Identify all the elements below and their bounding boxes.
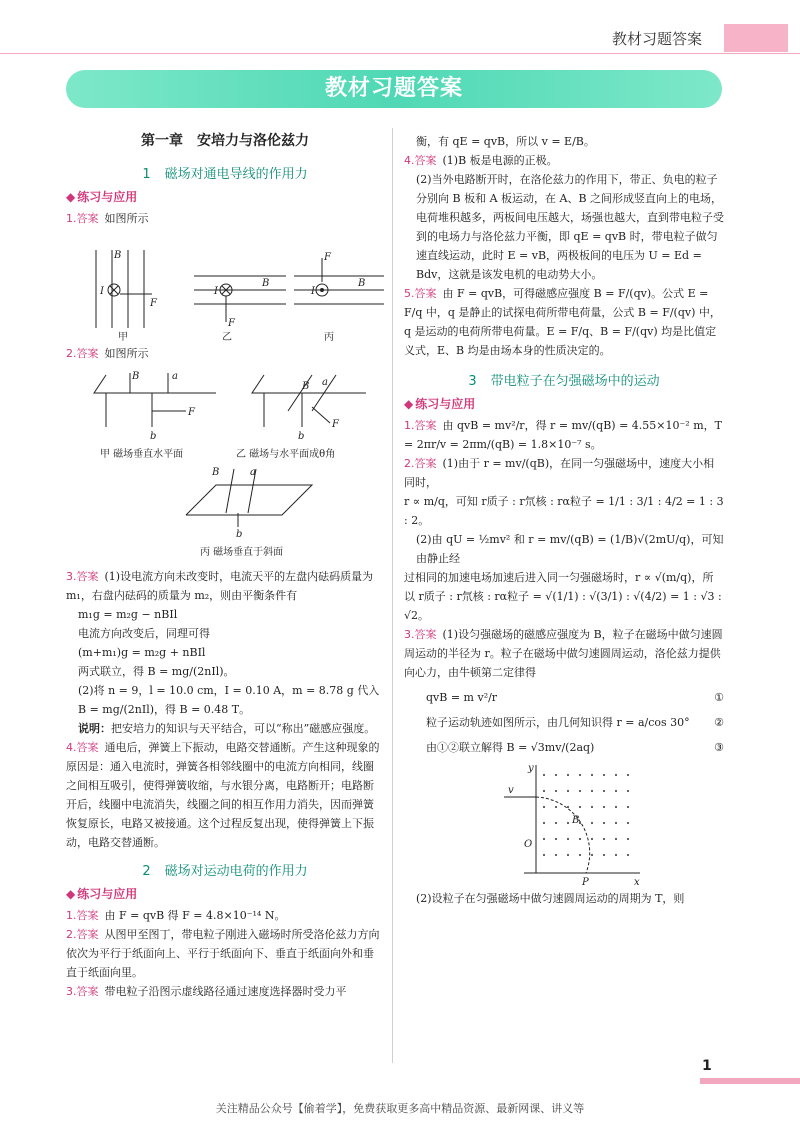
- answer-label: 2.答案: [66, 347, 99, 360]
- answer-label: 4.答案: [404, 154, 437, 167]
- equation: m₁g = m₂g − nBIl: [78, 608, 178, 621]
- practice-heading: [66, 885, 384, 904]
- svg-text:I: I: [214, 286, 218, 297]
- answer-text: 通电后，弹簧上下振动，电路交替通断。产生这种现象的原因是：通入电流时，弹簧各相邻线圈中的电流方向相同，线圈之间相互吸引，使得弹簧收缩，与水银分离，电路断开；电路断开后，线圈中电流消失，线圈之间的相互作用力消失，因而弹簧恢复原长，电路又被接通。这个过程反复出现，使得弹簧上下振动，电路交替通断。: [66, 741, 380, 849]
- svg-text:b: b: [236, 529, 243, 540]
- practice-label: 练习与应用: [415, 397, 476, 411]
- answer-label: 3.答案: [66, 570, 99, 583]
- equation-3: [404, 738, 724, 757]
- practice-label: 练习与应用: [77, 190, 138, 204]
- answer-2-2: [66, 925, 384, 982]
- answer-text: 两式联立，得 B = mg/(2nIl)。: [78, 665, 235, 678]
- answer-label: 5.答案: [404, 287, 437, 300]
- answer-2: [66, 344, 384, 363]
- answer-text: 从图甲至图丁，带电粒子刚进入磁场时所受洛伦兹力方向依次为平行于纸面向上、平行于纸面向下、垂直于纸面向外和垂直于纸面向里。: [66, 928, 380, 979]
- banner-title: 教材习题答案: [66, 70, 722, 108]
- answer-text: 由 qvB = mv²/r，得 r = mv/(qB) = 4.55×10⁻² m，T = 2πr/v = 2πm/(qB) = 1.8×10⁻⁷ s。: [404, 419, 722, 451]
- page-number: 1: [702, 1058, 712, 1074]
- svg-text:F: F: [150, 298, 157, 309]
- note-label: 说明：: [78, 722, 111, 735]
- answer-text: 如图所示: [104, 347, 149, 360]
- equation-2: [404, 713, 724, 732]
- answer-label: 1.答案: [66, 909, 99, 922]
- left-column: [66, 128, 384, 1001]
- answer-label: 1.答案: [404, 419, 437, 432]
- answer-text: (2)由 qU = ½mv² 和 r = mv/(qB) = (1/B)√(2mU/q)，可知由静止经: [416, 533, 724, 565]
- page-number-bar: [700, 1078, 800, 1084]
- figure-label-bing: 丙: [324, 332, 334, 342]
- svg-text:B: B: [302, 381, 310, 392]
- chapter-title: 第一章 安培力与洛伦兹力: [141, 133, 309, 149]
- note: [66, 719, 384, 738]
- svg-text:b: b: [150, 431, 157, 442]
- svg-text:v: v: [508, 785, 514, 796]
- answer-label: 3.答案: [66, 985, 99, 998]
- answer-r5: [404, 284, 724, 360]
- svg-text:F: F: [332, 419, 339, 430]
- svg-text:B: B: [114, 250, 122, 261]
- answer-3-1: [404, 416, 724, 454]
- section-title-2: [66, 862, 384, 881]
- figure-label-yi: 乙: [222, 332, 232, 342]
- section-title-3: [404, 372, 724, 391]
- equation-text: 由①②联立解得 B = √3mv/(2aq): [426, 741, 595, 754]
- svg-text:B: B: [262, 278, 270, 289]
- figure-magnetic-force-1: [66, 230, 384, 342]
- right-column: [404, 132, 724, 908]
- practice-heading: [66, 188, 384, 207]
- svg-text:F: F: [228, 318, 235, 329]
- answer-1: [66, 209, 384, 228]
- answer-text: 衡，有 qE = qvB，所以 v = E/B。: [416, 135, 595, 148]
- svg-text:a: a: [322, 377, 328, 388]
- answer-3: [66, 567, 384, 605]
- section-number: 3: [468, 374, 477, 389]
- section-name: 带电粒子在匀强磁场中的运动: [490, 374, 660, 389]
- svg-text:x: x: [634, 877, 640, 887]
- section-name: 磁场对通电导线的作用力: [164, 167, 308, 182]
- section-number: 2: [142, 864, 151, 879]
- answer-text: 过相同的加速电场加速后进入同一匀强磁场时，r ∝ √(m/q)，所: [404, 571, 714, 584]
- answer-text: 以 r质子 : r氘核 : rα粒子 = √(1/1) : √(3/1) : √(4/2) = 1 : √3 : √2。: [404, 590, 722, 622]
- answer-label: 2.答案: [404, 457, 437, 470]
- svg-text:B: B: [358, 278, 366, 289]
- equation-number: ①: [714, 691, 724, 704]
- answer-text: (2)设粒子在匀强磁场中做匀速圆周运动的周期为 T，则: [416, 892, 685, 905]
- answer-text: 电流方向改变后，同理可得: [78, 627, 210, 640]
- answer-text: (1)设匀强磁场的磁感应强度为 B，粒子在磁场中做匀速圆周运动的半径为 r。粒子在磁场中做匀速圆周运动，洛伦兹力提供向心力，由牛顿第二定律得: [404, 628, 723, 679]
- diamond-icon: ◆: [66, 190, 76, 204]
- section-name: 磁场对运动电荷的作用力: [164, 864, 308, 879]
- practice-heading: [404, 395, 724, 414]
- figure-particle-trajectory: [484, 763, 800, 887]
- answer-4: [66, 738, 384, 852]
- answer-label: 3.答案: [404, 628, 437, 641]
- svg-text:B: B: [572, 815, 580, 826]
- figure-label-jia: 甲: [118, 332, 128, 342]
- answer-2-1: [66, 906, 384, 925]
- answer-label: 4.答案: [66, 741, 99, 754]
- svg-text:a: a: [250, 467, 256, 478]
- magnetic-field-dots: [543, 774, 629, 856]
- section-number: 1: [142, 167, 151, 182]
- figure-caption-1: 甲 磁场垂直水平面: [100, 449, 184, 460]
- answer-text: (1)B 板是电源的正极。: [442, 154, 558, 167]
- svg-text:b: b: [298, 431, 305, 442]
- figure-caption-3: 丙 磁场垂直于斜面: [200, 547, 284, 558]
- note-text: 把安培力的知识与天平结合，可以“称出”磁感应强度。: [111, 722, 376, 735]
- svg-text:y: y: [528, 763, 534, 774]
- answer-label: 1.答案: [66, 212, 99, 225]
- svg-text:O: O: [524, 839, 533, 850]
- header-title: 教材习题答案: [612, 30, 703, 48]
- answer-text: (2)将 n = 9，l = 10.0 cm，I = 0.10 A，m = 8.78 g 代入 B = mg/(2nIl)，得 B = 0.48 T。: [78, 684, 380, 716]
- practice-label: 练习与应用: [77, 887, 138, 901]
- figure-caption-2: 乙 磁场与水平面成θ角: [236, 449, 336, 460]
- answer-text: (2)当外电路断开时，在洛伦兹力的作用下，带正、负电的粒子分别向 B 板和 A 板运动，在 A、B 之间形成竖直向上的电场，电荷堆积越多，两板间电压越大，场强也越大，直到带电粒子受到的电场力与洛伦兹力平衡，即 qE = qvB 时，带电粒子做匀速直线运动，此时 E = vB，两极板间的电压为 U = Ed = Bdv，这就是该发电机的电动势大小。: [416, 173, 724, 281]
- svg-text:I: I: [100, 286, 104, 297]
- answer-2-3: [66, 982, 384, 1001]
- column-divider: [392, 128, 393, 1063]
- equation-number: ③: [714, 741, 724, 754]
- answer-r4: [404, 151, 724, 170]
- svg-text:F: F: [188, 407, 195, 418]
- answer-text: 由 F = qvB，可得磁感应强度 B = F/(qv)。公式 E = F/q 中，q 是静止的试探电荷所带电荷量，公式 B = F/(qv) 中，q 是运动的电荷所带电荷量。E = F/q、B = F/(qv) 均是比值定义式，E、B 均是由场本身的性质决定的。: [404, 287, 721, 357]
- equation-text: qvB = m v²/r: [426, 691, 498, 704]
- svg-text:P: P: [582, 877, 589, 887]
- header-accent: [724, 24, 788, 52]
- svg-text:B: B: [132, 371, 140, 382]
- section-title-1: [66, 165, 384, 184]
- svg-text:I: I: [311, 286, 315, 297]
- answer-text: (1)设电流方向未改变时，电流天平的左盘内砝码质量为 m₁，右盘内砝码的质量为 m₂，则由平衡条件有: [66, 570, 374, 602]
- answer-3-2: [404, 454, 724, 492]
- answer-text: r ∝ m/q，可知 r质子 : r氘核 : rα粒子 = 1/1 : 3/1 : 4/2 = 1 : 3 : 2。: [404, 495, 724, 527]
- answer-text: (1)由于 r = mv/(qB)，在同一匀强磁场中，速度大小相同时，: [404, 457, 715, 489]
- footer-notice: 关注精品公众号【偷着学】，免费获取更多高中精品资源、最新网课、讲义等: [215, 1102, 585, 1115]
- equation-number: ②: [714, 716, 724, 729]
- equation-text: 粒子运动轨迹如图所示，由几何知识得 r = a/cos 30°: [426, 716, 690, 729]
- answer-text: 如图所示: [104, 212, 149, 225]
- equation: (m+m₁)g = m₂g + nBIl: [78, 646, 206, 659]
- diamond-icon: ◆: [404, 397, 414, 411]
- svg-text:B: B: [212, 467, 220, 478]
- answer-text: 由 F = qvB 得 F = 4.8×10⁻¹⁴ N。: [104, 909, 286, 922]
- header-rule: [0, 53, 800, 54]
- svg-text:a: a: [172, 371, 178, 382]
- answer-3-3: [404, 625, 724, 682]
- figure-magnetic-force-2: [66, 365, 384, 565]
- answer-text: 带电粒子沿图示虚线路径通过速度选择器时受力平: [104, 985, 347, 998]
- answer-label: 2.答案: [66, 928, 99, 941]
- equation-1: [404, 688, 724, 707]
- diamond-icon: ◆: [66, 887, 76, 901]
- svg-text:F: F: [324, 252, 331, 263]
